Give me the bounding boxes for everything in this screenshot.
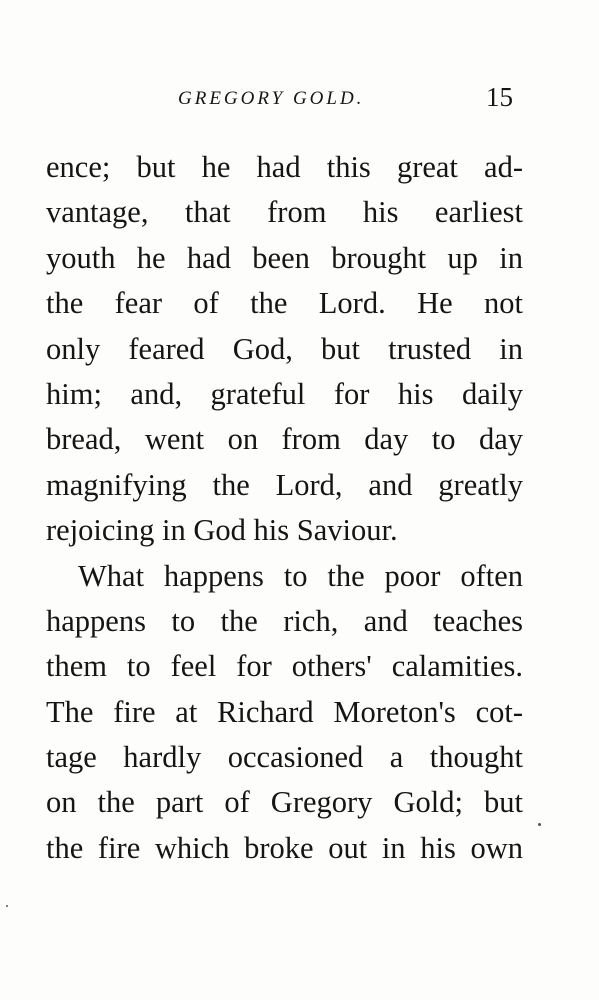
- text-line: only feared God, but trusted in: [46, 331, 523, 366]
- text-line: the fear of the Lord. He not: [46, 286, 523, 321]
- running-title: GREGORY GOLD.: [178, 88, 365, 109]
- text-line: vantage, that from his earliest: [46, 195, 523, 230]
- text-line: on the part of Gregory Gold; but: [46, 785, 523, 820]
- text-line: magnifying the Lord, and greatly: [46, 467, 523, 502]
- text-line: bread, went on from day to day: [46, 422, 523, 457]
- print-speck: [538, 823, 541, 826]
- page-number: 15: [486, 82, 513, 112]
- text-line: them to feel for others' calamities.: [46, 649, 523, 684]
- text-line: The fire at Richard Moreton's cot-: [46, 694, 523, 729]
- text-line: youth he had been brought up in: [46, 240, 523, 275]
- body-text: [46, 145, 523, 871]
- text-line: the fire which broke out in his own: [46, 830, 523, 865]
- text-line: rejoicing in God his Saviour.: [46, 513, 398, 548]
- text-line: happens to the rich, and teaches: [46, 603, 523, 638]
- paragraph-2: [46, 554, 523, 872]
- running-head: [0, 80, 599, 120]
- print-speck: [6, 905, 8, 907]
- text-line: ence; but he had this great ad-: [46, 150, 523, 184]
- text-line: What happens to the poor often: [78, 558, 523, 593]
- paragraph-1: [46, 145, 523, 554]
- text-line: him; and, grateful for his daily: [46, 376, 523, 411]
- text-line: tage hardly occasioned a thought: [46, 740, 523, 775]
